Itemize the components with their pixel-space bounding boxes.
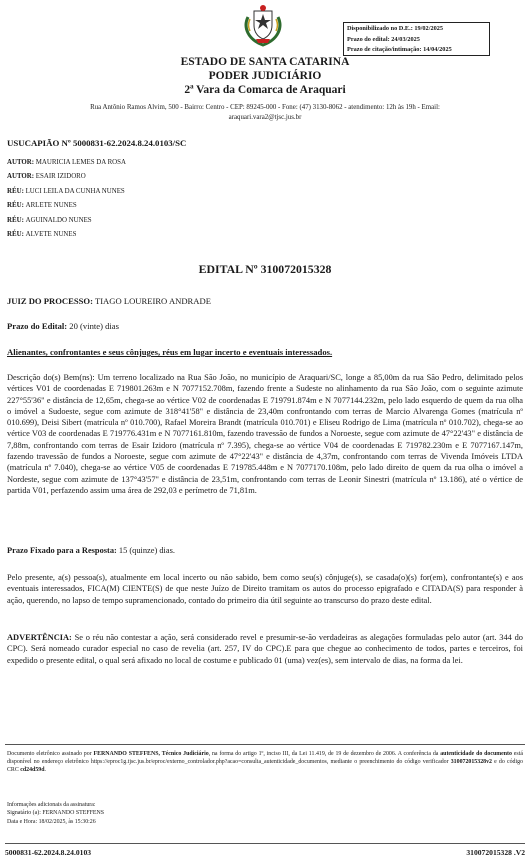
party-name: ALVETE NUNES (25, 231, 77, 239)
property-description (7, 372, 523, 496)
crc-text: e do código CRC (7, 758, 523, 773)
response-deadline-value: 15 (quinze) dias. (116, 546, 175, 555)
response-deadline-line (7, 545, 523, 556)
property-description-label: Descrição do(s) Bem(ns): (7, 373, 95, 382)
publication-dates-box (343, 22, 490, 56)
addressees-line: Alienantes, confrontantes e seus cônjuges, réus em lugar incerto e eventuais interessados. (7, 347, 333, 357)
address-line: Rua Antônio Ramos Alvim, 500 - Bairro: Centro - CEP: 89245-000 - Fone: (47) 3130-8062 - atendimento: 12h às 19h - Email: (90, 104, 440, 111)
party-name: MAURICIA LEMES DA ROSA (35, 159, 126, 166)
party-item: RÉU: AGUINALDO NUNES (7, 216, 92, 224)
crc-end: . (44, 766, 46, 773)
party-role: RÉU (7, 187, 22, 195)
signature-notice (7, 751, 523, 774)
warning-paragraph (7, 632, 523, 666)
footer-document-id: 310072015328 .V2 (466, 848, 525, 857)
party-name: AGUINALDO NUNES (25, 216, 92, 224)
verifier-code: 310072015328v2 (450, 758, 492, 765)
party-name: LUCI LEILA DA CUNHA NUNES (25, 187, 125, 195)
party-role: RÉU (7, 202, 22, 210)
warning-label: ADVERTÊNCIA: (7, 633, 72, 642)
signature-info-signer: Signatário (a): FERNANDO STEFFENS (7, 810, 105, 817)
party-item: AUTOR: ESAIR IZIDORO (7, 173, 86, 181)
court-heading: 2ª Vara da Comarca de Araquari (184, 84, 346, 96)
party-name: ARLETE NUNES (25, 202, 77, 210)
judge-line (7, 296, 211, 306)
footer-process-number: 5000831-62.2024.8.24.0103 (5, 848, 92, 857)
citation-deadline-date: Prazo de citação/intimação: 14/04/2025 (347, 46, 452, 54)
party-role: AUTOR (7, 159, 32, 166)
property-description-text: Um terreno localizado na Rua São João, no município de Araquari/SC, longe a 85,00m da rua São Pedro, delimitado pelos vértices V01 de coordenadas E 719801.263m e N 7077152.708m, fazendo frente a Sudeste no alinhamento da rua São João, com o seguinte azimute 227°55'36" e distância de 12,65m, chega-se ao vértice V02 de coordenadas E 719791.874m e N 7077144.232m, pelo lado esquerdo de quem da rua olha o imóvel a Sudoeste, segue com azimute de 318°41'58" e distância de 23,40m confrontando com terras de Marcio Alvarenga Gomes (matrícula nº 010.699), Deisi Sibert (matrícula nº 010.700), Rafael Moreira Brandt (matrícula 010.701) e Eliseu Rodrigo de Lima (matrícula nº 010.702), chega-se ao vértice V03 de coordenadas E 719776.431m e N 7077161.810m, fazendo travessão de fundos a Noroeste, segue com azimute de 47°22'43" e distância de 7,88m, confrontando com terras de Esair Izidoro (matrícula nº 7.395), chega-se ao vértice V04 de coordenadas E 719782.230m e E 7077167.147m, fazendo travessão de fundos a Noroeste, segue com azimute de 47°22'43" e distância de 4,37m, confrontando com terras de Vivenda Imóveis LTDA (matrícula nº 7.040), chega-se ao vértice V05 de coordenadas E 719785.448m e N 7077170.108m, pelo lado direito de quem da rua olha o imóvel a Nordeste, segue com azimute de 137°43'57" e distância de 23,51m, confrontando com terras de Leonir Sinestri (matrícula nº 13.186), até o vértice de partida V01, perfazendo assim uma área de 292,03 e perímetro de 71,81m. (7, 373, 523, 495)
signature-prefix: Documento eletrônico assinado por (7, 751, 94, 757)
crc-code: cd24d59d (20, 766, 45, 773)
signature-info-datetime: Data e Hora: 18/02/2025, às 15:30:26 (7, 818, 96, 825)
party-role: RÉU (7, 216, 22, 224)
response-deadline-label: Prazo Fixado para a Resposta: (7, 546, 117, 555)
citation-paragraph: Pelo presente, a(s) pessoa(s), atualmente em local incerto ou não sabido, bem como seu(s) cônjuge(s), se casada(o)(s) for(em), confrontante(s) e aos eventuais interessados, FICA(M) CIENTE(S) de que neste Juízo de Direito tramitam os autos do processo epigrafado e CITADA(S) para responder à ação, querendo, no lapso de tempo supramencionado, contado do primeiro dia útil seguinte ao transcurso do prazo deste edital. (7, 573, 523, 605)
court-address (20, 103, 510, 122)
party-item: RÉU: ARLETE NUNES (7, 202, 77, 210)
judge-name: TIAGO LOUREIRO ANDRADE (92, 296, 211, 306)
signature-info (7, 801, 104, 826)
party-item: RÉU: ALVETE NUNES (7, 231, 77, 239)
party-item: RÉU: LUCI LEILA DA CUNHA NUNES (7, 187, 125, 195)
judge-label: JUIZ DO PROCESSO: (7, 296, 93, 306)
signer-name: FERNANDO STEFFENS, Técnico Judiciário (93, 751, 209, 757)
page-footer-divider (5, 843, 525, 844)
party-name: ESAIR IZIDORO (35, 173, 86, 181)
edital-deadline-label: Prazo do Edital: (7, 321, 68, 331)
state-heading: ESTADO DE SANTA CATARINA (180, 56, 350, 68)
email-line: araquari.vara2@tjsc.jus.br (228, 113, 302, 121)
publication-available-date: Disponibilizado no D.E.: 19/02/2025 (347, 25, 444, 32)
warning-text: Se o réu não contestar a ação, será considerado revel e presumir-se-ão verdadeiras as alegações formuladas pelo autor (art. 344 do CPC). Será nomeado curador especial no caso de revelia (art. 257, IV do CPC).E para que chegue ao conhecimento de todos, partes e terceiros, foi expedido o presente edital, o qual será afixado no local de costume e publicado 01 (uma) vez(es), sem intervalo de dias, na forma da lei. (7, 633, 523, 665)
verification-url-text: está disponível no endereço eletrônico https://eproc1g.tjsc.jus.br/eproc/externo_controlador.php?acao=consulta_autenticidade_documentos, mediante o preenchimento do código verificador (7, 751, 523, 765)
edital-deadline-value: 20 (vinte) dias (67, 321, 119, 331)
edital-title: EDITAL Nº 310072015328 (198, 262, 332, 276)
footer-divider (5, 744, 525, 745)
signature-info-title: Informações adicionais da assinatura: (7, 802, 96, 808)
edital-deadline-line (7, 321, 119, 331)
parties-list (7, 156, 126, 242)
party-role: RÉU (7, 231, 22, 239)
case-number: USUCAPIÃO Nº 5000831-62.2024.8.24.0103/SC (7, 138, 187, 148)
party-role: AUTOR (7, 173, 32, 181)
judiciary-heading: PODER JUDICIÁRIO (208, 70, 322, 82)
state-coat-of-arms-icon (242, 3, 284, 47)
signature-text: , na forma do artigo 1º, inciso III, da Lei 11.419, de 19 de dezembro de 2006. A conferência da (208, 751, 441, 757)
party-item: AUTOR: MAURICIA LEMES DA ROSA (7, 159, 126, 166)
publication-deadline-date: Prazo do edital: 24/03/2025 (347, 35, 420, 43)
authenticity-label: autenticidade do documento (440, 751, 512, 757)
